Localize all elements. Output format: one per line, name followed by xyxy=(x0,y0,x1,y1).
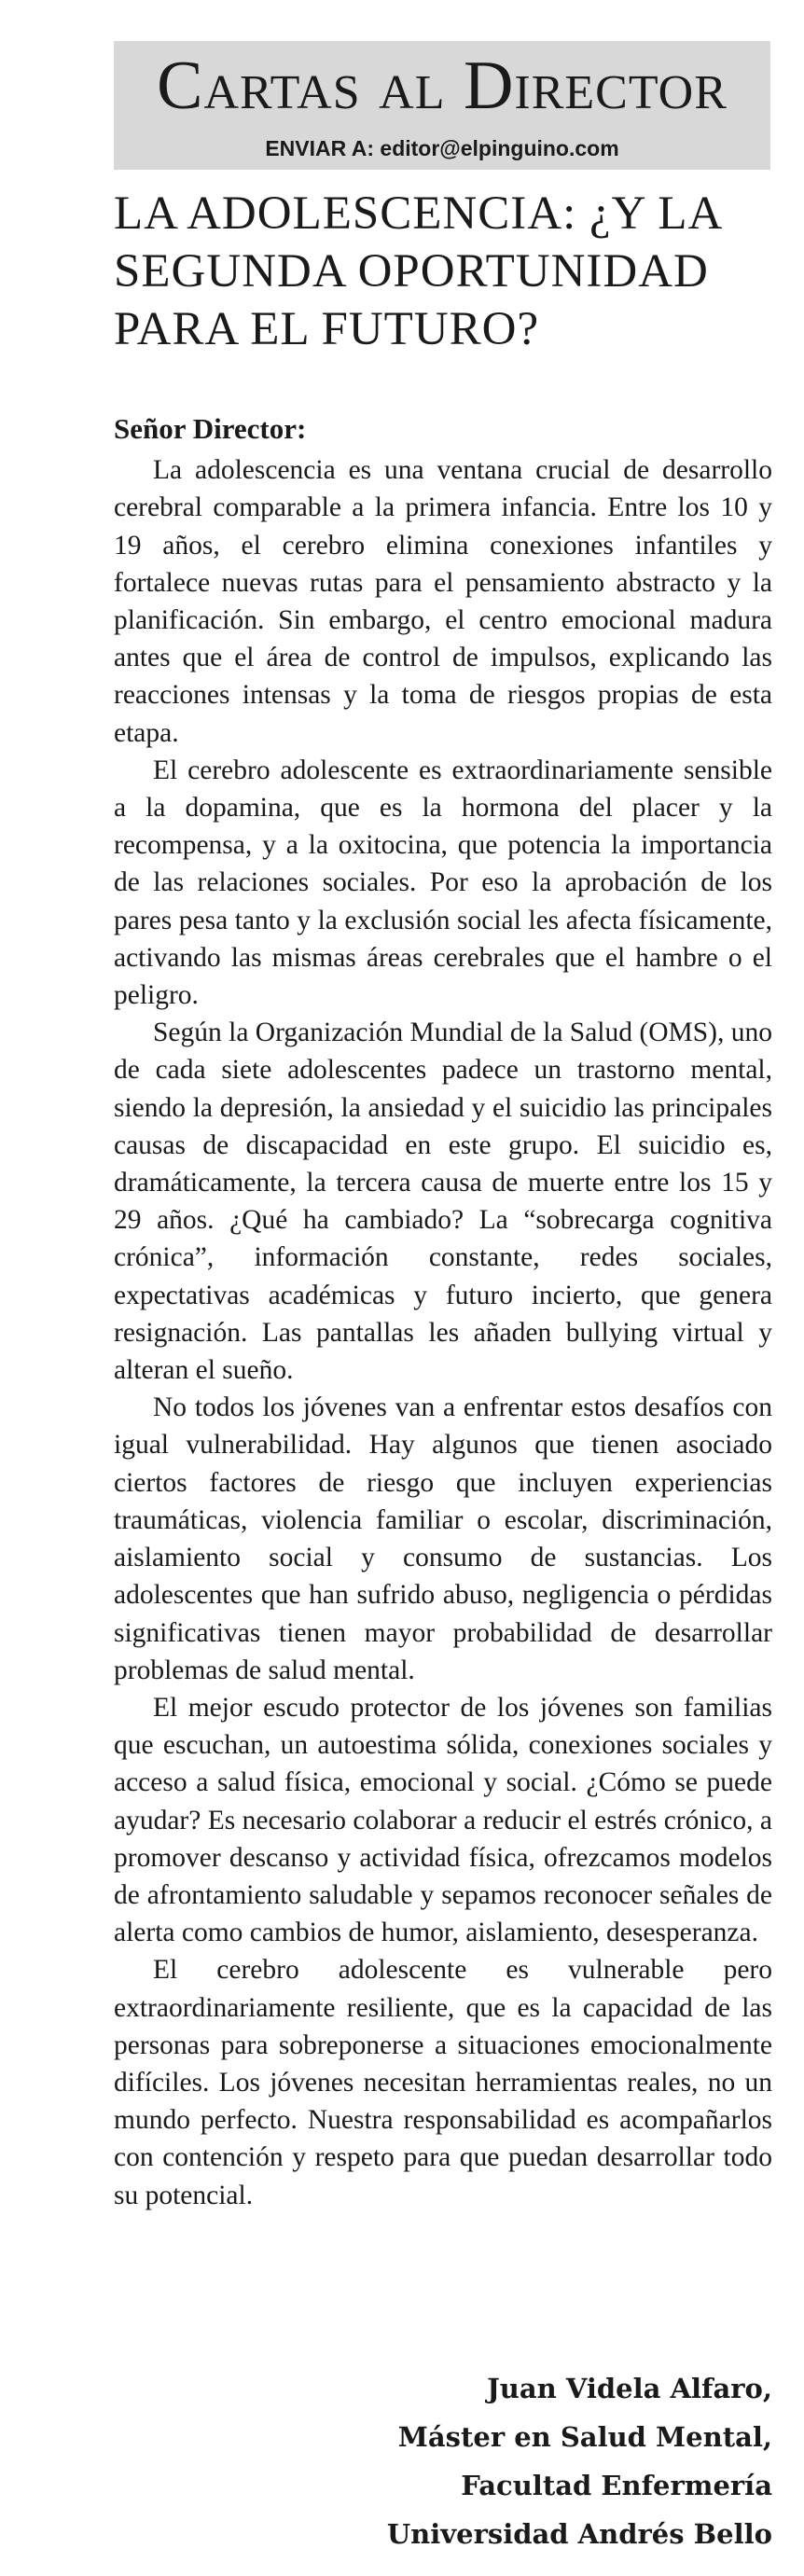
author-title: Máster en Salud Mental, xyxy=(397,2421,772,2453)
section-header xyxy=(114,41,770,170)
letter-body xyxy=(114,410,772,2214)
author-university: Universidad Andrés Bello xyxy=(386,2518,772,2550)
paragraph: El cerebro adolescente es vulnerable pero extraordinariamente resiliente, que es la capacidad de las personas para sobreponerse a situaciones emocionalmente difíciles. Los jóvenes necesitan herramientas reales, no un mundo perfecto. Nuestra responsabilidad es acompañarlos con contención y respeto para que puedan desarrollar todo su potencial. xyxy=(114,1955,772,2210)
section-title: Cartas al Director xyxy=(157,48,728,124)
paragraph: La adolescencia es una ventana crucial de desarrollo cerebral comparable a la primera infancia. Entre los 10 y 19 años, el cerebro elimina conexiones infantiles y fortalece nuevas rutas para el pensamiento abstracto y la planificación. Sin embargo, el centro emocional madura antes que el área de control de impulsos, explicando las reacciones intensas y la toma de riesgos propias de esta etapa. xyxy=(114,455,772,748)
headline-line: PARA EL FUTURO? xyxy=(114,303,540,355)
paragraph: Según la Organización Mundial de la Salud (OMS), uno de cada siete adolescentes padece un trastorno mental, siendo la depresión, la ansiedad y el suicidio las principales causas de discapacidad en este grupo. El suicidio es, dramáticamente, la tercera causa de muerte entre los 15 y 29 años. ¿Qué ha cambiado? La “sobrecarga cognitiva crónica”, información constante, redes sociales, expectativas académicas y futuro incierto, que genera resignación. Las pantallas les añaden bullying virtual y alteran el sueño. xyxy=(114,1018,772,1386)
signature-block xyxy=(387,2364,772,2558)
salutation: Señor Director: xyxy=(114,412,307,445)
paragraph: El mejor escudo protector de los jóvenes son familias que escuchan, un autoestima sólida, conexiones sociales y acceso a salud física, emocional y social. ¿Cómo se puede ayudar? Es necesario colaborar a reducir el estrés crónico, a promover descanso y actividad física, ofrezcamos modelos de afrontamiento saludable y sepamos reconocer señales de alerta como cambios de humor, aislamiento, desesperanza. xyxy=(114,1692,772,1948)
paragraph: No todos los jóvenes van a enfrentar estos desafíos con igual vulnerabilidad. Hay algunos que tienen asociado ciertos factores de riesgo que incluyen experiencias traumáticas, violencia familiar o escolar, discriminación, aislamiento social y consumo de sustancias. Los adolescentes que han sufrido abuso, negligencia o pérdidas significativas tienen mayor probabilidad de desarrollar problemas de salud mental. xyxy=(114,1392,772,1685)
author-faculty: Facultad Enfermería xyxy=(461,2470,772,2501)
author-name: Juan Videla Alfaro, xyxy=(487,2373,772,2404)
article-headline xyxy=(114,185,776,358)
paragraph: El cerebro adolescente es extraordinariamente sensible a la dopamina, que es la hormona del placer y la recompensa, y a la oxitocina, que potencia la importancia de las relaciones sociales. Por eso la aprobación de los pares pesa tanto y la exclusión social les afecta físicamente, activando las mismas áreas cerebrales que el hambre o el peligro. xyxy=(114,755,772,1011)
headline-line: SEGUNDA OPORTUNIDAD xyxy=(114,245,709,298)
contact-email: ENVIAR A: editor@elpinguino.com xyxy=(265,136,619,160)
headline-line: LA ADOLESCENCIA: ¿Y LA xyxy=(114,187,724,240)
